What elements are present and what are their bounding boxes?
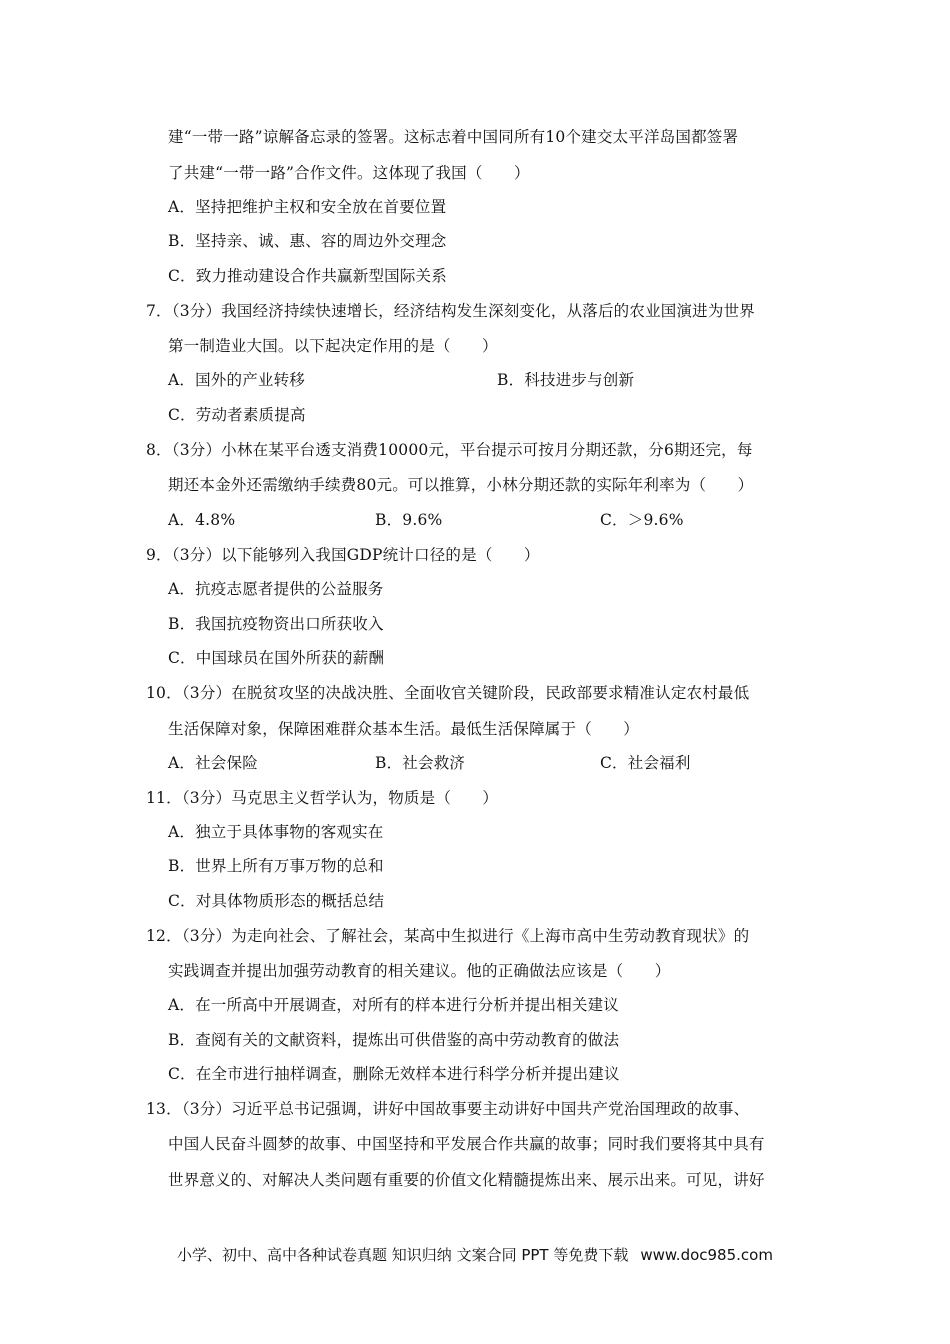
question-10-option-b: B．社会救济 xyxy=(375,754,466,772)
question-10-option-c: C．社会福利 xyxy=(600,754,691,772)
question-8-option-a: A．4.8% xyxy=(168,511,236,529)
question-11-option-c: C．对具体物质形态的概括总结 xyxy=(168,892,385,910)
question-9-option-c: C．中国球员在国外所获的薪酬 xyxy=(168,649,385,667)
page-footer xyxy=(0,1244,950,1265)
question-12-option-c: C．在全市进行抽样调查，删除无效样本进行科学分析并提出建议 xyxy=(168,1065,620,1083)
question-6-text-line-1: 建“一带一路”谅解备忘录的签署。这标志着中国同所有10个建交太平洋岛国都签署 xyxy=(168,128,739,146)
question-6-option-b: B．坚持亲、诚、惠、容的周边外交理念 xyxy=(168,232,447,250)
question-7-stem-line-1: 7．（3分）我国经济持续快速增长，经济结构发生深刻变化，从落后的农业国演进为世界 xyxy=(146,302,755,320)
question-12-stem-line-1: 12．（3分）为走向社会、了解社会，某高中生拟进行《上海市高中生劳动教育现状》的 xyxy=(146,927,750,945)
question-8-option-b: B．9.6% xyxy=(375,511,443,529)
footer-url-link[interactable]: www.doc985.com xyxy=(640,1246,773,1264)
question-13-stem-line-1: 13．（3分）习近平总书记强调，讲好中国故事要主动讲好中国共产党治国理政的故事、 xyxy=(146,1100,750,1118)
question-9-option-a: A．抗疫志愿者提供的公益服务 xyxy=(168,580,384,598)
question-12-option-a: A．在一所高中开展调查，对所有的样本进行分析并提出相关建议 xyxy=(168,996,619,1014)
question-12-option-b: B．查阅有关的文献资料，提炼出可供借鉴的高中劳动教育的做法 xyxy=(168,1031,620,1049)
question-8-stem-line-1: 8．（3分）小林在某平台透支消费10000元，平台提示可按月分期还款，分6期还完，每 xyxy=(146,441,753,459)
question-13-stem-line-2: 中国人民奋斗圆梦的故事、中国坚持和平发展合作共赢的故事；同时我们要将其中具有 xyxy=(168,1135,765,1153)
footer-text: 小学、初中、高中各种试卷真题 知识归纳 文案合同 PPT 等免费下载 xyxy=(177,1246,629,1264)
question-6-option-c: C．致力推动建设合作共赢新型国际关系 xyxy=(168,267,447,285)
question-11-option-a: A．独立于具体事物的客观实在 xyxy=(168,823,384,841)
question-10-stem-line-2: 生活保障对象，保障困难群众基本生活。最低生活保障属于（ ） xyxy=(168,720,640,738)
question-12-stem-line-2: 实践调查并提出加强劳动教育的相关建议。他的正确做法应该是（ ） xyxy=(168,962,671,980)
question-7-option-b: B．科技进步与创新 xyxy=(497,371,635,389)
question-10-option-a: A．社会保险 xyxy=(168,754,258,772)
question-9-stem-line-1: 9．（3分）以下能够列入我国GDP统计口径的是（ ） xyxy=(146,546,540,564)
question-6-option-a: A．坚持把维护主权和安全放在首要位置 xyxy=(168,198,447,216)
question-9-option-b: B．我国抗疫物资出口所获收入 xyxy=(168,615,384,633)
question-8-stem-line-2: 期还本金外还需缴纳手续费80元。可以推算，小林分期还款的实际年利率为（ ） xyxy=(168,476,754,494)
question-11-stem-line-1: 11．（3分）马克思主义哲学认为，物质是（ ） xyxy=(146,789,499,807)
question-7-option-c: C．劳动者素质提高 xyxy=(168,406,306,424)
question-7-stem-line-2: 第一制造业大国。以下起决定作用的是（ ） xyxy=(168,337,498,355)
question-6-text-line-2: 了共建“一带一路”合作文件。这体现了我国（ ） xyxy=(168,164,530,182)
question-8-option-c: C．＞9.6% xyxy=(600,511,684,529)
question-10-stem-line-1: 10．（3分）在脱贫攻坚的决战决胜、全面收官关键阶段，民政部要求精准认定农村最低 xyxy=(146,684,750,702)
question-11-option-b: B．世界上所有万事万物的总和 xyxy=(168,857,384,875)
question-7-option-a: A．国外的产业转移 xyxy=(168,371,305,389)
question-13-stem-line-3: 世界意义的、对解决人类问题有重要的价值文化精髓提炼出来、展示出来。可见，讲好 xyxy=(168,1171,765,1189)
